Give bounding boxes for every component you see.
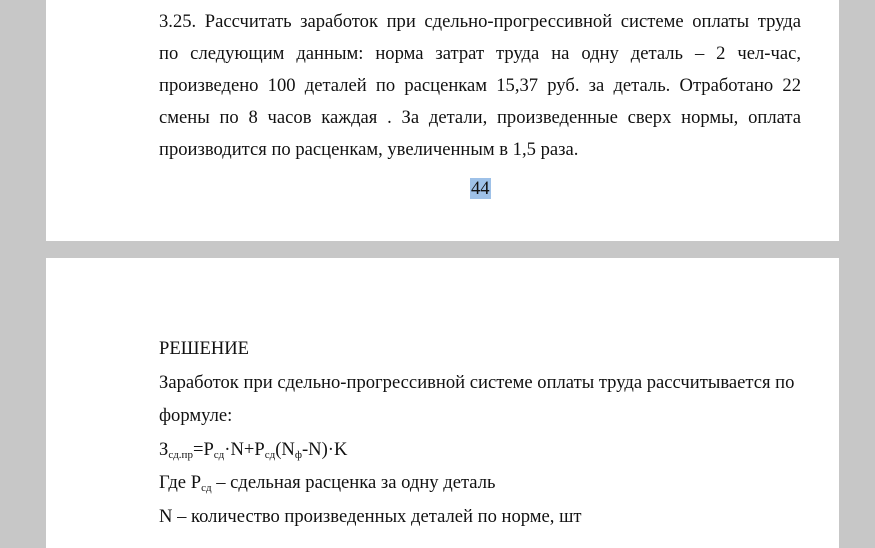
definition-rate: Где $Р_{сд}$ – сдельная расценка за одну деталь [159,472,496,494]
earnings-formula: $З_{сд.пр}=Р_{сд}\cdot N+Р_{сд}(N_ф-N)\cdot K$ [159,438,348,461]
problem-line: 3.25. Рассчитать заработок при сдельно-прогрессивной системе оплаты труда [159,11,801,32]
intro-line: формуле: [159,405,233,426]
problem-line: произведено 100 деталей по расценкам 15,37 руб. за деталь. Отработано 22 [159,75,801,96]
document-page-2 [46,258,839,548]
problem-statement [159,6,801,166]
problem-line: по следующим данным: норма затрат труда на одну деталь – 2 чел-час, [159,43,801,64]
definition-quantity: N – количество произведенных деталей по норме, шт [159,505,582,527]
problem-line: производится по расценкам, увеличенным в 1,5 раза. [159,139,579,160]
page-number: 44 [471,178,490,199]
solution-section [159,332,819,533]
solution-heading: РЕШЕНИЕ [159,338,250,359]
intro-line: Заработок при сдельно-прогрессивной системе оплаты труда рассчитывается по [159,371,795,393]
problem-line: смены по 8 часов каждая . За детали, произведенные сверх нормы, оплата [159,107,801,128]
document-page-1 [46,0,839,241]
